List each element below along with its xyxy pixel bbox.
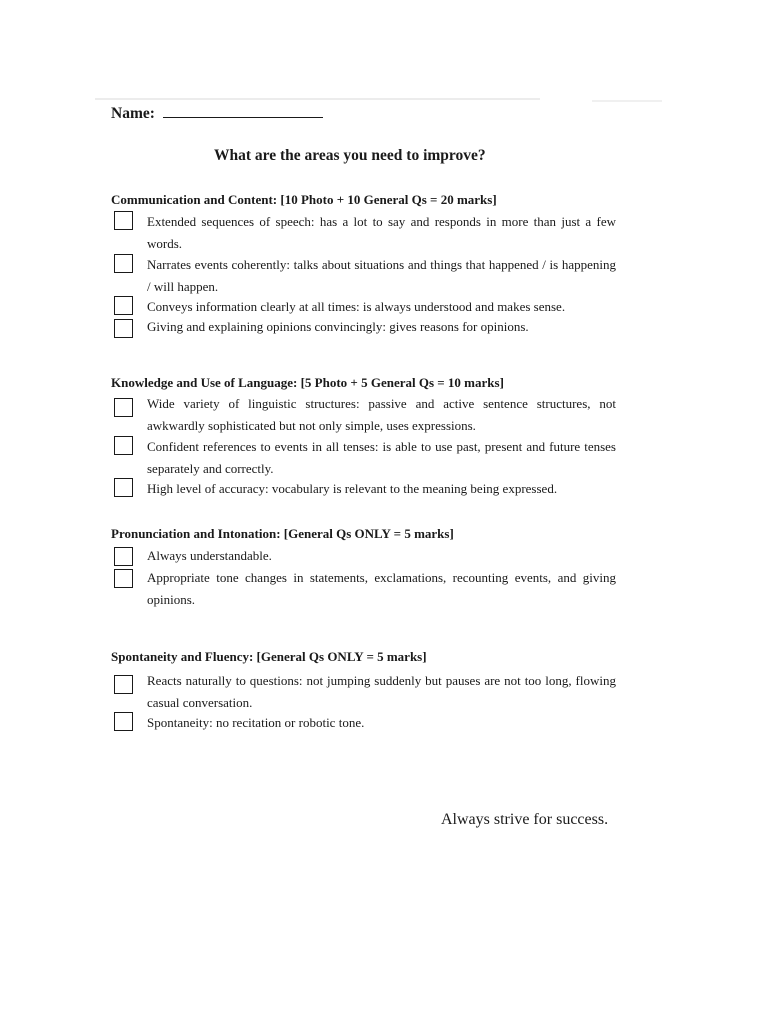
item-text: High level of accuracy: vocabulary is relevant to the meaning being expressed. [147,481,558,496]
checkbox[interactable] [114,547,133,566]
item-text: Appropriate tone changes in statements, exclamations, recounting events, and giving opinions. [147,570,616,607]
checkbox[interactable] [114,675,133,694]
checkbox[interactable] [114,296,133,315]
item-text: Reacts naturally to questions: not jumping suddenly but pauses are not too long, flowing casual conversation. [147,673,616,710]
section-title-communication: Communication and Content: [10 Photo + 10 General Qs = 20 marks] [111,192,497,207]
checkbox[interactable] [114,569,133,588]
name-blank-line[interactable] [163,103,323,118]
item-text: Always understandable. [147,548,272,563]
checkbox[interactable] [114,478,133,497]
section-title-spontaneity: Spontaneity and Fluency: [General Qs ONLY = 5 marks] [111,649,427,664]
top-divider [95,98,540,100]
top-divider-right [592,100,662,102]
section-title-knowledge: Knowledge and Use of Language: [5 Photo + 5 General Qs = 10 marks] [111,375,504,390]
item-text: Extended sequences of speech: has a lot to say and responds in more than just a few words. [147,214,616,251]
motto: Always strive for success. [441,811,609,828]
checkbox[interactable] [114,319,133,338]
checkbox[interactable] [114,398,133,417]
checkbox[interactable] [114,712,133,731]
item-text: Conveys information clearly at all times: is always understood and makes sense. [147,299,566,314]
checkbox[interactable] [114,254,133,273]
item-text: Narrates events coherently: talks about situations and things that happened / is happening / will happen. [147,257,616,294]
item-text: Wide variety of linguistic structures: passive and active sentence structures, not awkwardly sophisticated but not only simple, uses expressions. [147,396,616,433]
item-text: Confident references to events in all tenses: is able to use past, present and future tenses separately and correctly. [147,439,616,476]
item-text: Giving and explaining opinions convincingly: gives reasons for opinions. [147,319,529,334]
page-title: What are the areas you need to improve? [214,147,486,164]
name-label: Name: [111,105,155,122]
checkbox[interactable] [114,436,133,455]
item-text: Spontaneity: no recitation or robotic tone. [147,715,365,730]
name-field [111,103,323,123]
checkbox[interactable] [114,211,133,230]
section-title-pronunciation: Pronunciation and Intonation: [General Qs ONLY = 5 marks] [111,526,454,541]
